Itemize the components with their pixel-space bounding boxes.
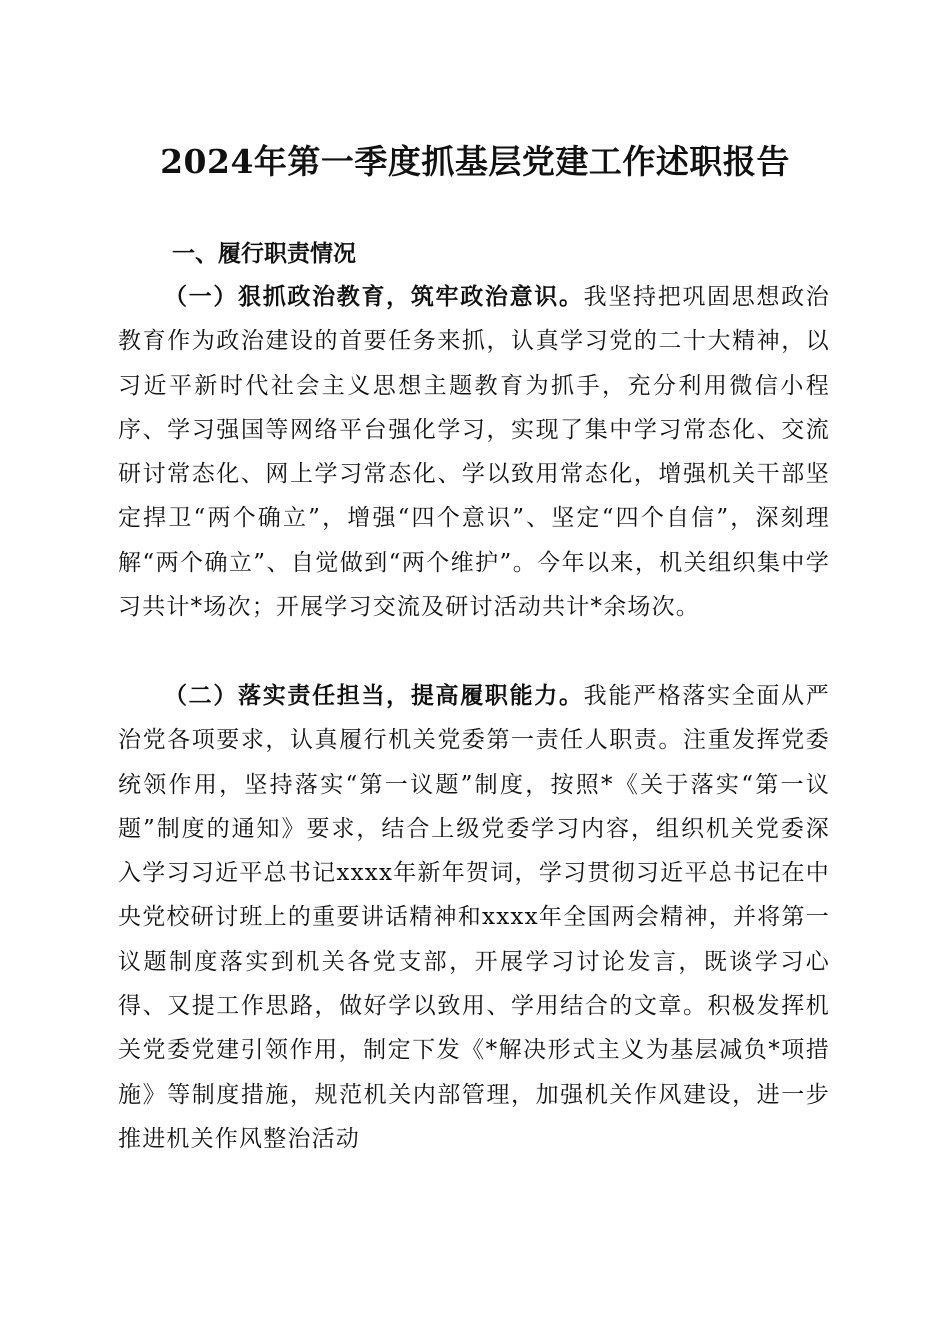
document-title: 2024年第一季度抓基层党建工作述职报告: [160, 142, 790, 181]
paragraph-responsibility: [118, 674, 830, 1161]
paragraph-body: 我坚持把巩固思想政治教育作为政治建设的首要任务来抓，认真学习党的二十大精神，以习近平新时代社会主义思想主题教育为抓手，充分利用微信小程序、学习强国等网络平台强化学习，实现了集中学习常态化、交流研讨常态化、网上学习常态化、学以致用常态化，增强机关干部坚定捍卫“两个确立”，增强“四个意识”、坚定“四个自信”，深刻理解“两个确立”、自觉做到“两个维护”。今年以来，机关组织集中学习共计*场次；开展学习交流及研讨活动共计*余场次。: [118, 284, 830, 621]
paragraph-lead: （二）落实责任担当，提高履职能力。: [164, 683, 584, 709]
paragraph-body: 我能严格落实全面从严治党各项要求，认真履行机关党委第一责任人职责。注重发挥党委统领作用，坚持落实“第一议题”制度，按照*《关于落实“第一议题”制度的通知》要求，结合上级党委学习内容，组织机关党委深入学习习近平总书记xxxx年新年贺词，学习贯彻习近平总书记在中央党校研讨班上的重要讲话精神和xxxx年全国两会精神，并将第一议题制度落实到机关各党支部，开展学习讨论发言，既谈学习心得、又提工作思路，做好学以致用、学用结合的文章。积极发挥机关党委党建引领作用，制定下发《*解决形式主义为基层减负*项措施》等制度措施，规范机关内部管理，加强机关作风建设，进一步推进机关作风整治活动: [118, 683, 830, 1152]
paragraph-political-education: [118, 275, 830, 629]
paragraph-lead: （一）狠抓政治教育，筑牢政治意识。: [164, 284, 584, 310]
section-heading: 一、履行职责情况: [172, 241, 356, 267]
